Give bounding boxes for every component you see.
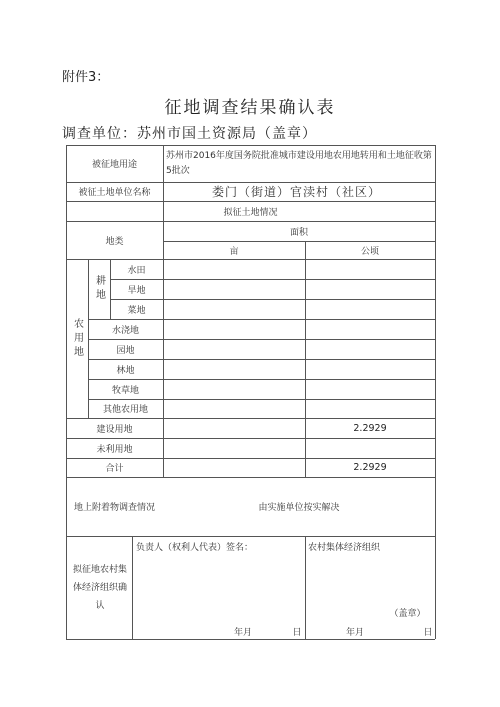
land-use-value: 苏州市2016年度国务院批准城市建设用地农用地转用和土地征收第5批次 — [166, 151, 432, 176]
agri-land-label: 农用地 — [71, 317, 83, 360]
survey-unit: 调查单位：苏州市国土资源局（盖章） — [62, 126, 317, 142]
row-dry: 旱地 — [127, 285, 146, 296]
unit-mu: 亩 — [229, 246, 239, 257]
econ-org-label: 农村集体经济组织 — [308, 542, 381, 553]
area-header: 面积 — [289, 227, 308, 238]
row-total: 合计 — [105, 464, 124, 474]
arable-land-label: 耕地 — [93, 275, 105, 303]
row-paddy: 水田 — [127, 265, 146, 276]
row-forest: 林地 — [116, 365, 135, 376]
land-type-header: 地类 — [105, 236, 124, 247]
seal-label: （盖章） — [389, 608, 426, 619]
date-right-day: 日 — [423, 627, 433, 638]
row-other-agri: 其他农用地 — [102, 405, 148, 415]
date-right-month: 年月 — [345, 627, 364, 638]
row-unused: 未利用地 — [96, 444, 133, 455]
owner-value: 娄门（街道）官渎村（社区） — [212, 185, 382, 199]
construction-hectare: 2.2929 — [353, 422, 387, 434]
attachment-label: 附件3： — [62, 70, 110, 85]
plan-header: 拟征土地情况 — [223, 207, 278, 218]
attach-value: 由实施单位按实解决 — [258, 503, 340, 513]
row-grass: 牧草地 — [111, 385, 139, 396]
unit-hectare: 公顷 — [360, 246, 379, 257]
responsible-signature-label: 负责人（权利人代表）签名： — [136, 542, 254, 553]
owner-label: 被征土地单位名称 — [78, 188, 151, 198]
row-vegetable: 菜地 — [127, 305, 146, 316]
attach-label: 地上附着物调查情况 — [73, 503, 155, 513]
page-title: 征地调查结果确认表 — [164, 98, 336, 118]
date-left-day: 日 — [292, 627, 302, 638]
total-hectare: 2.2929 — [353, 462, 387, 473]
row-garden: 园地 — [116, 345, 135, 356]
land-use-label: 被征地用途 — [91, 160, 137, 170]
date-left-month: 年月 — [233, 627, 252, 638]
collective-label: 拟征地农村集体经济组织确认 — [72, 565, 127, 611]
row-construction: 建设用地 — [96, 424, 133, 435]
row-irrigated: 水浇地 — [111, 325, 139, 336]
